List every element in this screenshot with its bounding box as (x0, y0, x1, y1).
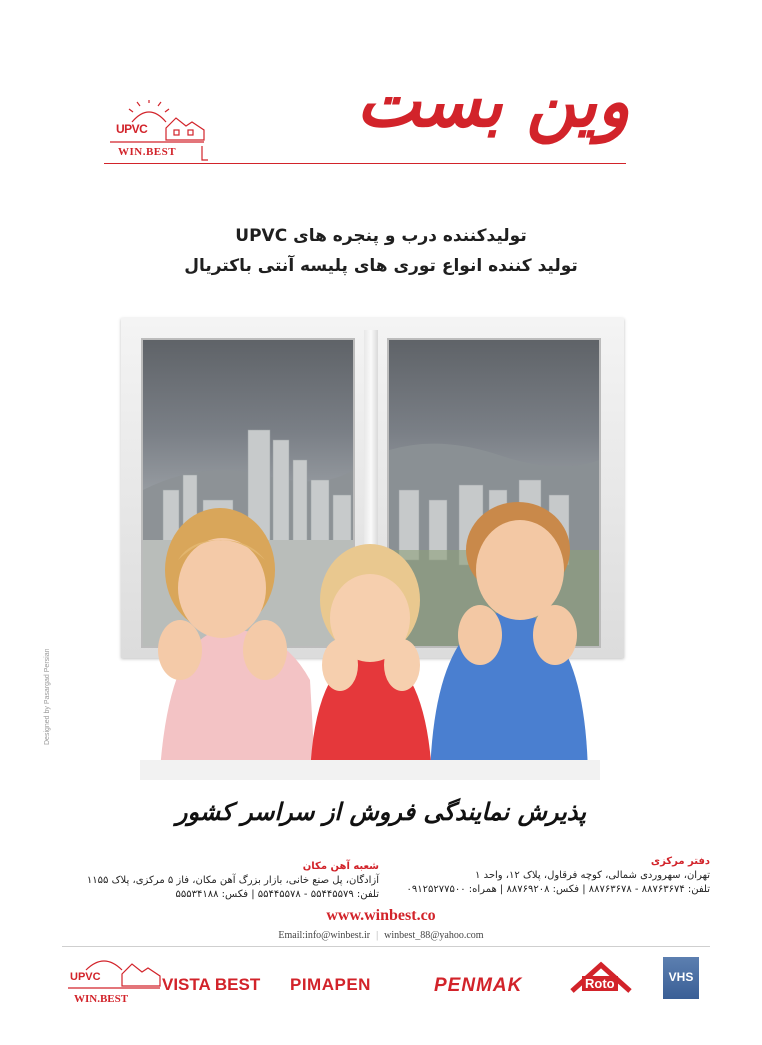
winbest-logo (104, 100, 214, 162)
sun-house-icon (64, 950, 174, 1008)
website-link[interactable]: www.winbest.co (326, 907, 436, 924)
main-office-title: دفتر مرکزی (650, 856, 710, 867)
branch-contact (59, 861, 379, 900)
email-info[interactable]: Email:info@winbest.ir (278, 930, 371, 941)
pimapen-logo: PIMAPEN (290, 975, 371, 994)
email-separator: | (376, 930, 379, 941)
footer-divider (62, 946, 710, 947)
email-line (0, 930, 762, 941)
branch-phones: تلفن: ۵۵۴۴۵۵۷۹ - ۵۵۴۴۵۵۷۸ | فکس: ۵۵۵۳۴۱۸۸ (175, 889, 379, 900)
footer-winbest-logo (64, 950, 174, 1008)
slogan: پذیرش نمایندگی فروش از سراسر کشور (175, 797, 587, 826)
penmak-logo: PENMAK (434, 975, 523, 996)
logo-upvc-text: UPVC (116, 122, 148, 136)
photo-credit: Designed by Pasargad Persian (44, 648, 51, 745)
vhs-logo (663, 957, 699, 999)
main-office-phones: تلفن: ۸۸۷۶۳۶۷۴ - ۸۸۷۶۳۶۷۸ | فکس: ۸۸۷۶۹۲۰۸ | همراه: ۰۹۱۲۵۲۷۷۵۰۰ (406, 884, 710, 895)
branch-address: آزادگان، پل صنع خانی، بازار بزرگ آهن مکان، فاز ۵ مرکزی، پلاک ۱۱۵۵ (86, 875, 379, 886)
vista-best-logo: VISTA BEST (162, 975, 261, 994)
vhs-label: VHS (668, 970, 694, 984)
children-illustration (140, 500, 600, 780)
tagline-upvc: تولیدکننده درب و پنجره های UPVC (235, 226, 527, 246)
main-office-address: تهران، سهروردی شمالی، کوچه فرقاول، پلاک ۱۲، واحد ۱ (475, 870, 710, 881)
email-yahoo[interactable]: winbest_88@yahoo.com (384, 930, 484, 941)
children-photo (140, 500, 600, 780)
main-office-contact (390, 856, 710, 895)
roto-label: Roto (582, 976, 618, 991)
branch-title: شعبه آهن مکان (302, 861, 379, 872)
footer-logo-name: WIN.BEST (74, 993, 129, 1005)
roto-logo (566, 961, 636, 997)
tagline-screens: تولید کننده انواع توری های پلیسه آنتی باکتریال (184, 256, 578, 276)
header-divider (104, 163, 626, 164)
logo-brand-text: WIN.BEST (118, 146, 177, 158)
footer-logo-upvc: UPVC (70, 971, 101, 983)
brand-title: وین بست (356, 60, 630, 144)
